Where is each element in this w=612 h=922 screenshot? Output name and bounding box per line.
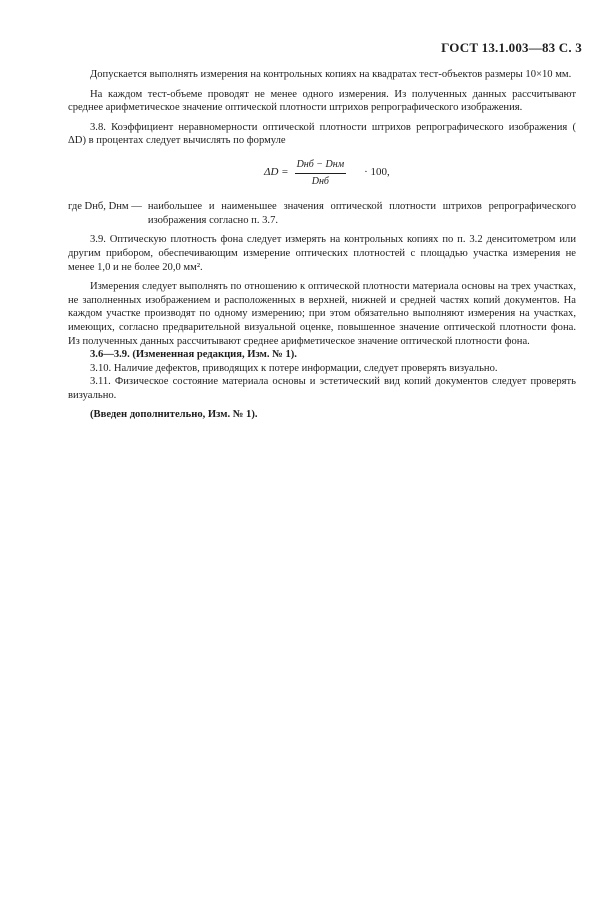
formula-tail: · 100, [364,166,390,179]
formula-legend [68,200,576,227]
formula-denominator: Dнб [311,175,329,187]
legend-text: наибольшее и наименьшее значения оптической плотности штрихов репрографического изображения согласно п. 3.7. [147,201,576,226]
legend-label: где Dнб, Dнм — [68,201,142,213]
paragraph: Допускается выполнять измерения на контрольных копиях на квадратах тест-объектов размеры 10×10 мм. [90,69,572,80]
paragraph-3-8: 3.8. Коэффициент неравномерности оптической плотности штрихов репрографического изображения ( ΔD) в процентах следует вычислять по формуле [68,121,576,147]
amendment-note: 3.6—3.9. (Измененная редакция, Изм. № 1). [90,349,297,361]
formula-fraction [295,158,347,188]
paragraph: Измерения следует выполнять по отношению к оптической плотности материала основы на трех участках, не заполненных изображением и расположенных в верхней, нижней и средней частях копий документов. На каждом участке производят по одному измерению; при этом обязательно выполняют измерения на участках, имеющих, согласно предварительной визуальной оценке, повышенное значение оптической плотности фона. Из полученных данных рассчитывают среднее арифметическое значение оптической плотности фона. [68,281,576,347]
formula-numerator: Dнб − Dнм [295,158,347,174]
paragraph-3-10: 3.10. Наличие дефектов, приводящих к потере информации, следует проверять визуально. [90,362,498,374]
formula [264,158,576,188]
formula-lhs: ΔD = [264,166,289,179]
page-header: ГОСТ 13.1.003—83 С. 3 [441,40,582,55]
paragraph-3-11: 3.11. Физическое состояние материала основы и эстетический вид копий документов следует проверять визуально. [68,376,576,401]
document-body [68,68,576,422]
paragraph: На каждом тест-объеме проводят не менее одного измерения. Из полученных данных рассчитывают среднее арифметическое значение оптической плотности штрихов репрографического изображения. [68,88,576,114]
paragraph-3-9: 3.9. Оптическую плотность фона следует измерять на контрольных копиях по п. 3.2 денситометром или другим прибором, обеспечивающим измерение оптических плотностей с площадью участка измерения не менее 1,0 и не более 20,0 мм². [68,234,576,273]
amendment-note: (Введен дополнительно, Изм. № 1). [90,409,258,421]
